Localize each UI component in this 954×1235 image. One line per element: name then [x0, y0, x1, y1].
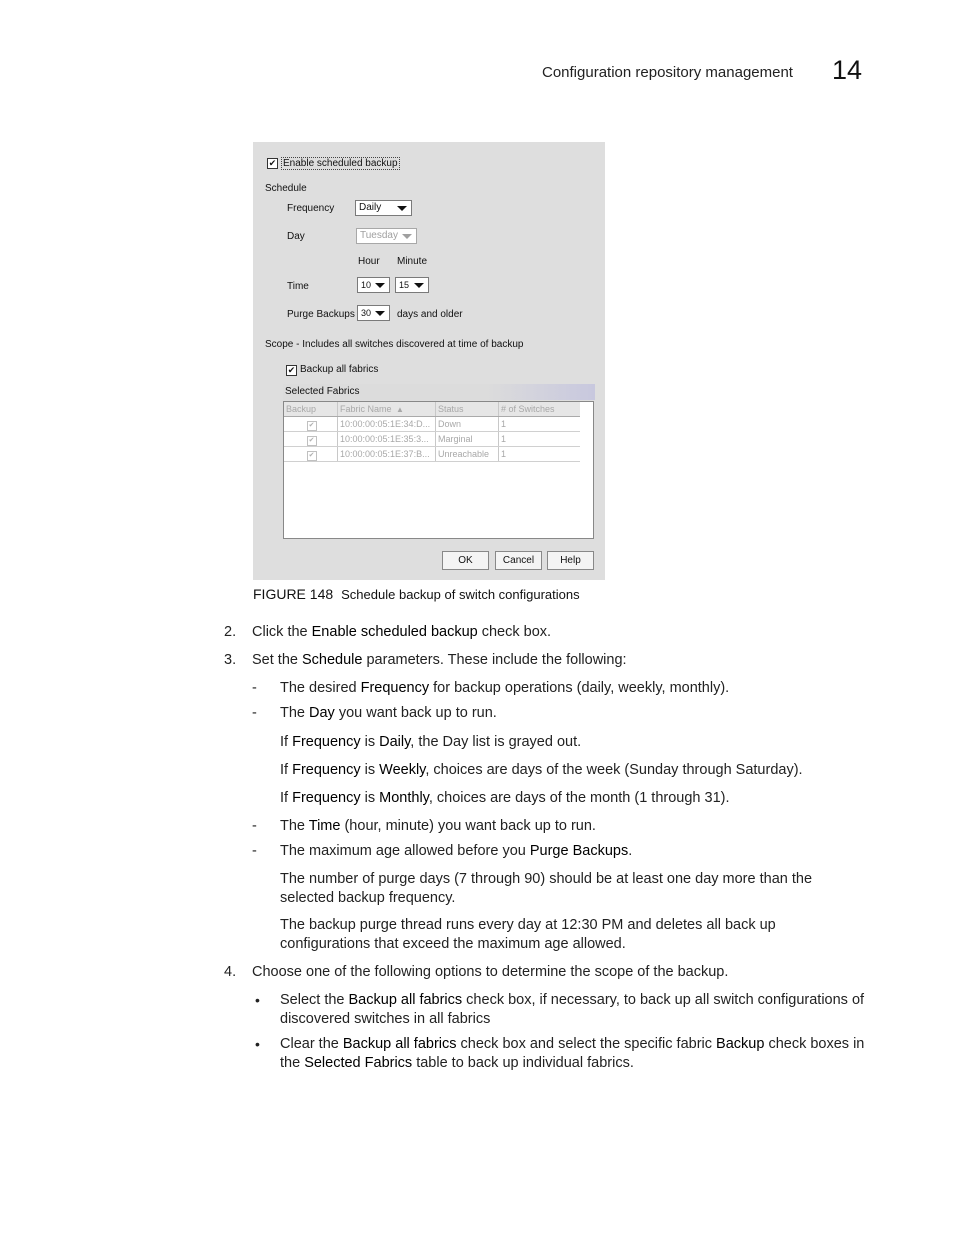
column-header-switches[interactable]: # of Switches: [501, 404, 555, 414]
minute-select[interactable]: [395, 277, 429, 293]
sort-ascending-icon: ▲: [396, 405, 404, 414]
text: , choices are days of the month (1 through 31).: [428, 790, 730, 806]
row-backup-checkbox[interactable]: [284, 432, 338, 446]
dash-bullet: -: [252, 705, 257, 721]
keyword: Selected Fabrics: [304, 1055, 413, 1071]
keyword: Frequency: [292, 762, 361, 778]
table-row[interactable]: [284, 447, 580, 462]
paragraph: The backup purge thread runs every day at 12:30 PM and deletes all back up configurations that exceed the maximum age allowed.: [280, 917, 776, 952]
chevron-down-icon: [414, 283, 424, 288]
column-header-fabric-name[interactable]: [338, 402, 436, 416]
step-text: [252, 623, 872, 642]
column-header-fabric-name-label: Fabric Name: [340, 404, 392, 414]
paragraph: [280, 761, 870, 780]
row-switch-count: 1: [501, 449, 507, 459]
figure-caption: [253, 586, 580, 602]
keyword: Frequency: [292, 734, 361, 750]
table-row[interactable]: [284, 417, 580, 432]
text: The: [280, 818, 309, 834]
step-text: [252, 651, 872, 670]
purge-backups-label: Purge Backups: [287, 309, 355, 320]
text: , choices are days of the week (Sunday through Saturday).: [425, 762, 803, 778]
section-title: Configuration repository management: [542, 64, 793, 81]
row-status: Unreachable: [436, 447, 499, 461]
enable-scheduled-backup-label[interactable]: Enable scheduled backup: [283, 158, 398, 169]
bullet-text: [280, 679, 870, 698]
bullet-dot: •: [255, 992, 260, 1008]
text: Clear the: [280, 1036, 343, 1052]
row-backup-checkbox[interactable]: [284, 417, 338, 431]
text: The: [280, 705, 310, 721]
text: The maximum age allowed before you: [280, 843, 530, 859]
row-fabric-name: 10:00:00:05:1E:34:D...: [338, 417, 436, 431]
minute-value: 15: [399, 280, 410, 290]
frequency-select[interactable]: [355, 200, 412, 216]
day-label: Day: [287, 231, 305, 242]
text: check boxes in the: [280, 1036, 865, 1071]
chevron-down-icon: [402, 234, 412, 239]
row-status: Down: [436, 417, 499, 431]
scope-text: Scope - Includes all switches discovered at time of backup: [265, 339, 524, 350]
keyword: Frequency: [360, 680, 430, 696]
bullet-dot: •: [255, 1036, 260, 1052]
paragraph: The number of purge days (7 through 90) should be at least one day more than the selected backup frequency.: [280, 871, 813, 906]
text: The desired: [280, 680, 361, 696]
hour-label: Hour: [358, 256, 380, 267]
bullet-text: [280, 817, 870, 836]
chevron-down-icon: [375, 283, 385, 288]
step-number: 3.: [224, 652, 237, 668]
column-header-status[interactable]: Status: [436, 402, 499, 416]
keyword: Backup all fabrics: [348, 992, 463, 1008]
check-icon: ✔: [307, 451, 317, 461]
step-text: Choose one of the following options to determine the scope of the backup.: [252, 964, 729, 980]
minute-label: Minute: [397, 256, 428, 267]
bullet-text: [280, 842, 870, 861]
dash-bullet: -: [252, 680, 257, 696]
purge-value: 30: [361, 308, 372, 318]
hour-value: 10: [361, 280, 372, 290]
backup-all-fabrics-checkbox[interactable]: ✔: [287, 365, 296, 375]
selected-fabrics-header: [283, 384, 595, 400]
keyword: Day: [309, 705, 335, 721]
help-button[interactable]: Help: [547, 551, 594, 570]
ok-button[interactable]: OK: [442, 551, 489, 570]
step-number: 4.: [224, 964, 237, 980]
chevron-down-icon: [375, 311, 385, 316]
schedule-heading: Schedule: [265, 183, 307, 194]
check-icon: ✔: [307, 421, 317, 431]
time-label: Time: [287, 281, 309, 292]
paragraph: [280, 733, 870, 752]
row-switch-count: 1: [501, 434, 507, 444]
purge-suffix: days and older: [397, 309, 463, 320]
text: (hour, minute) you want back up to run.: [340, 818, 596, 834]
column-header-backup[interactable]: Backup: [284, 402, 338, 416]
keyword: Purge Backups: [529, 843, 629, 859]
text: check box.: [477, 624, 552, 640]
cancel-button[interactable]: Cancel: [495, 551, 542, 570]
keyword: Backup: [716, 1036, 765, 1052]
text: parameters. These include the following:: [362, 652, 627, 668]
row-fabric-name: 10:00:00:05:1E:35:3...: [338, 432, 436, 446]
schedule-backup-dialog: [253, 142, 605, 580]
text: If: [280, 790, 293, 806]
text: If: [280, 734, 293, 750]
text: , the Day list is grayed out.: [410, 734, 582, 750]
text: Click the: [252, 624, 312, 640]
keyword: Weekly: [379, 762, 426, 778]
bullet-text: [280, 704, 870, 723]
purge-select[interactable]: [357, 305, 390, 321]
text: is: [360, 734, 380, 750]
dash-bullet: -: [252, 818, 257, 834]
text: check box and select the specific fabric: [456, 1036, 717, 1052]
row-backup-checkbox[interactable]: [284, 447, 338, 461]
keyword: Enable scheduled backup: [311, 624, 478, 640]
text: is: [360, 790, 380, 806]
fabrics-table: [283, 401, 594, 539]
text: for backup operations (daily, weekly, monthly).: [429, 680, 730, 696]
row-fabric-name: 10:00:00:05:1E:37:B...: [338, 447, 436, 461]
row-switch-count: 1: [501, 419, 507, 429]
row-status: Marginal: [436, 432, 499, 446]
keyword: Backup all fabrics: [342, 1036, 457, 1052]
keyword: Schedule: [301, 652, 363, 668]
keyword: Monthly: [379, 790, 429, 806]
text: table to back up individual fabrics.: [412, 1055, 634, 1071]
text: Set the: [252, 652, 302, 668]
bullet-text: [280, 1035, 870, 1073]
text: check box, if necessary, to back up all switch configurations of discovered switches in all fabrics: [280, 992, 865, 1027]
frequency-value: Daily: [359, 202, 382, 213]
day-select[interactable]: [356, 228, 417, 244]
backup-all-fabrics-label[interactable]: Backup all fabrics: [300, 364, 379, 375]
text: you want back up to run.: [334, 705, 497, 721]
chapter-number: 14: [832, 55, 863, 85]
table-row[interactable]: [284, 432, 580, 447]
table-header-row: [284, 402, 580, 417]
keyword: Daily: [379, 734, 411, 750]
bullet-text: [280, 991, 870, 1029]
paragraph: [280, 789, 870, 808]
hour-select[interactable]: [357, 277, 390, 293]
keyword: Frequency: [292, 790, 361, 806]
text: If: [280, 762, 293, 778]
enable-scheduled-backup-checkbox[interactable]: ✔: [268, 158, 277, 168]
selected-fabrics-label: Selected Fabrics: [285, 386, 360, 397]
figure-title: Schedule backup of switch configurations: [341, 587, 580, 602]
frequency-label: Frequency: [287, 203, 335, 214]
check-icon: ✔: [307, 436, 317, 446]
figure-label: FIGURE 148: [253, 586, 334, 602]
chevron-down-icon: [397, 206, 407, 211]
dash-bullet: -: [252, 843, 257, 859]
step-number: 2.: [224, 624, 237, 640]
text: is: [360, 762, 380, 778]
text: .: [628, 843, 633, 859]
text: Select the: [280, 992, 349, 1008]
keyword: Time: [308, 818, 341, 834]
day-value: Tuesday: [360, 230, 398, 241]
